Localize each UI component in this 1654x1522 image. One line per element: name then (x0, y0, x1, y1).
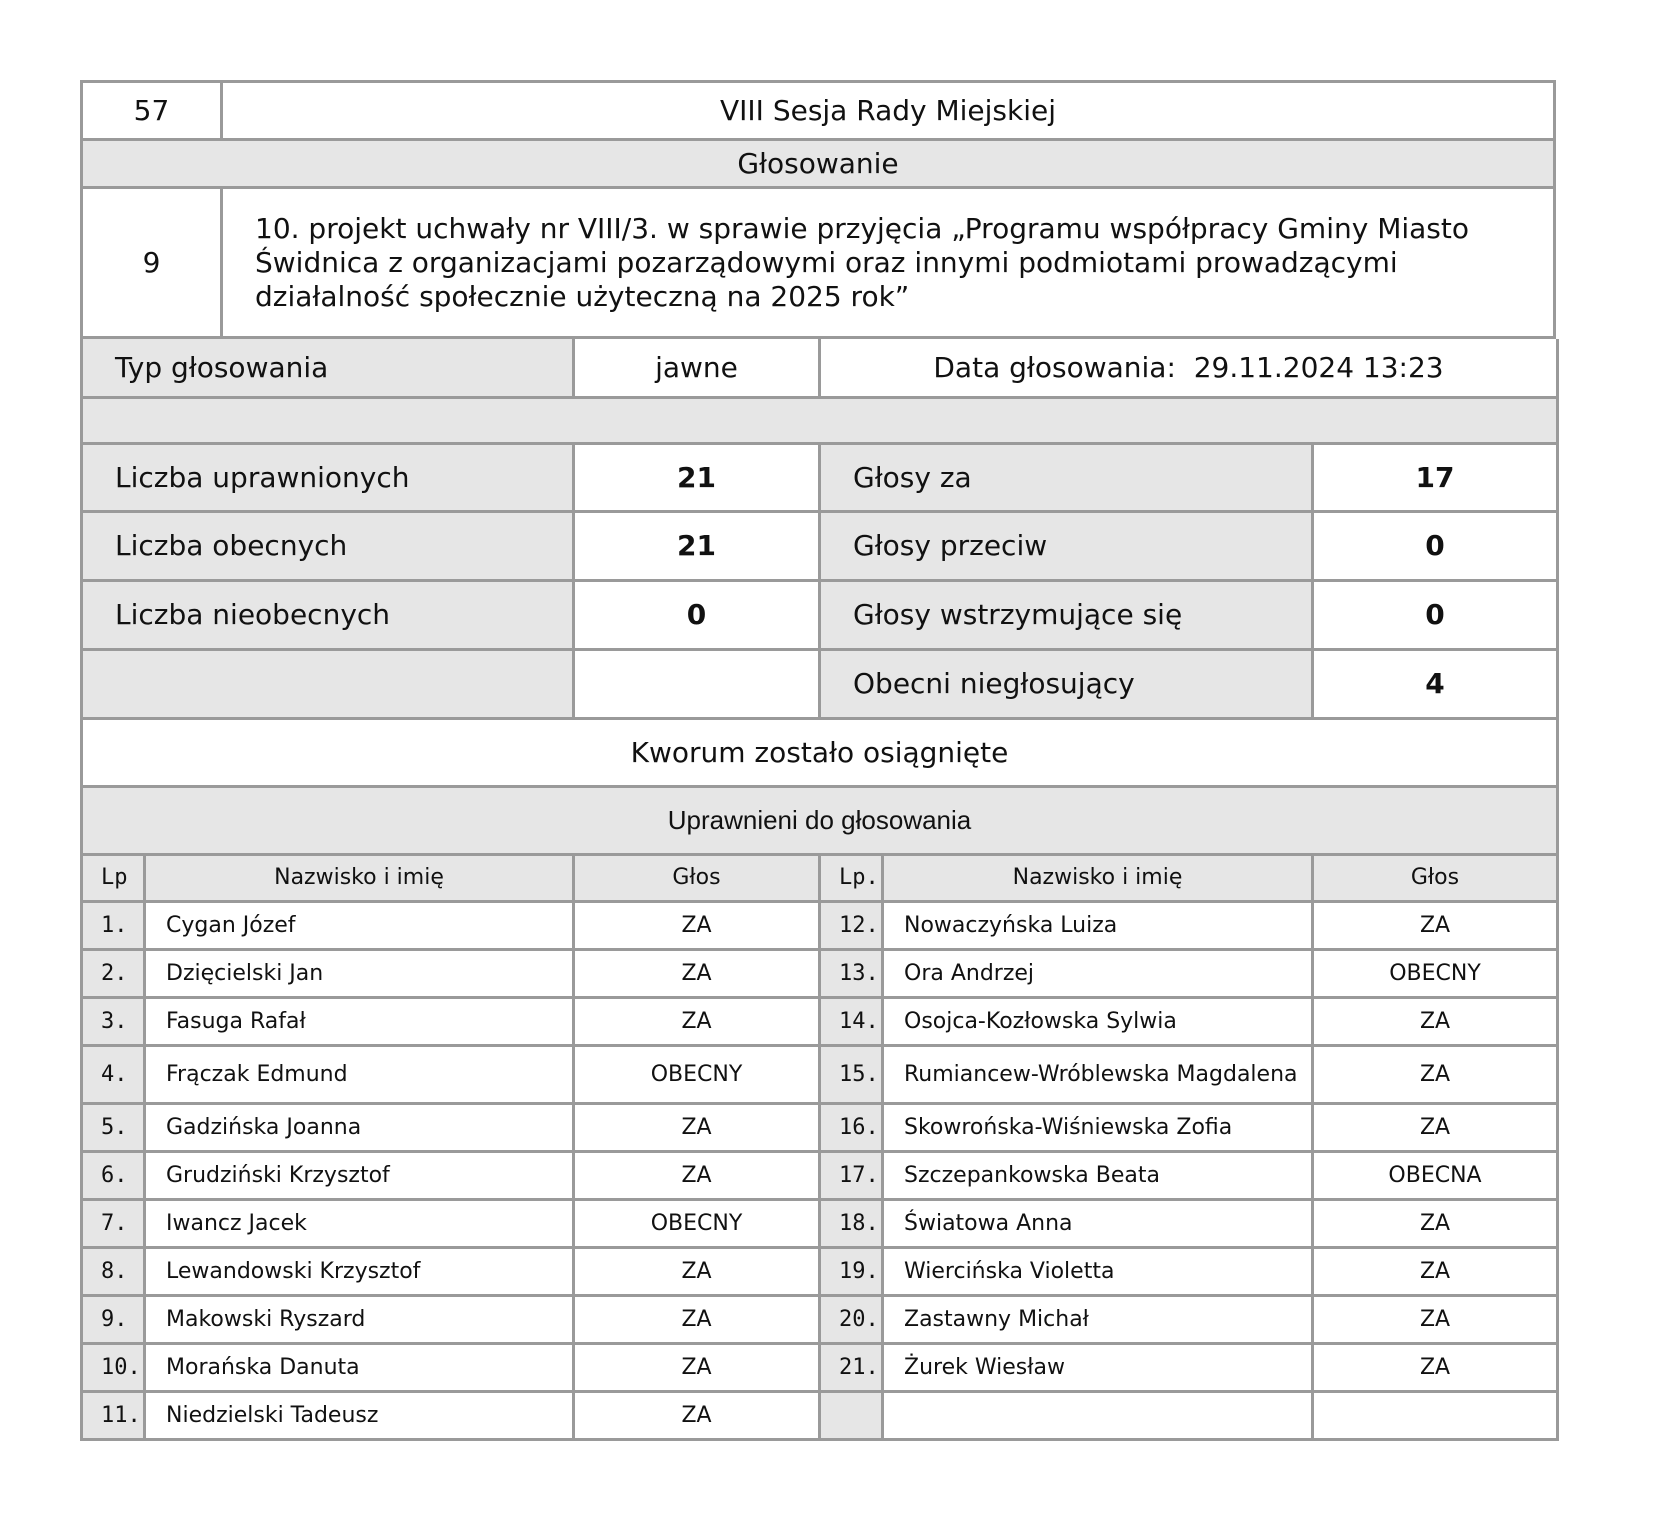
voter-row (82, 1343, 1558, 1391)
voter-lp: 13. (820, 949, 883, 997)
voter-vote: ZA (1313, 1343, 1558, 1391)
voter-name: Gadzińska Joanna (145, 1103, 574, 1151)
voter-vote: ZA (574, 1391, 820, 1439)
voter-name: Fasuga Rafał (145, 997, 574, 1045)
abstain-value: 0 (1313, 580, 1558, 649)
voter-lp: 18. (820, 1199, 883, 1247)
vote-type-label: Typ głosowania (82, 339, 574, 397)
voter-vote: OBECNY (574, 1199, 820, 1247)
vote-type-value: jawne (574, 339, 820, 397)
votes-for-label: Głosy za (820, 443, 1313, 511)
resolution-number: 9 (82, 188, 222, 338)
voter-row (82, 1295, 1558, 1343)
voter-lp (820, 1391, 883, 1439)
session-number: 57 (82, 82, 222, 140)
voter-row (82, 1247, 1558, 1295)
votes-against-label: Głosy przeciw (820, 511, 1313, 580)
voter-name: Osojca-Kozłowska Sylwia (883, 997, 1313, 1045)
voter-row (82, 1103, 1558, 1151)
voter-vote: ZA (1313, 1295, 1558, 1343)
voter-name: Wiercińska Violetta (883, 1247, 1313, 1295)
voter-lp: 6. (82, 1151, 145, 1199)
vote-date-value: 29.11.2024 13:23 (1193, 350, 1444, 384)
voting-report (80, 80, 1556, 1441)
voter-name: Niedzielski Tadeusz (145, 1391, 574, 1439)
vote-date (820, 339, 1558, 397)
voter-vote: ZA (1313, 997, 1558, 1045)
voter-row (82, 1045, 1558, 1103)
voter-name (883, 1391, 1313, 1439)
vote-stats-table (80, 339, 1559, 856)
section-label: Głosowanie (82, 140, 1555, 188)
voter-name: Grudziński Krzysztof (145, 1151, 574, 1199)
voter-name: Dzięcielski Jan (145, 949, 574, 997)
voter-vote: ZA (574, 1247, 820, 1295)
voter-name: Rumiancew-Wróblewska Magdalena (883, 1045, 1313, 1103)
voter-lp: 2. (82, 949, 145, 997)
voter-vote: ZA (1313, 1247, 1558, 1295)
quorum-status: Kworum zostało osiągnięte (82, 718, 1558, 786)
empty-label-cell (82, 649, 574, 718)
voter-vote: ZA (574, 1103, 820, 1151)
voter-name: Lewandowski Krzysztof (145, 1247, 574, 1295)
voter-name: Nowaczyńska Luiza (883, 901, 1313, 949)
voter-name: Morańska Danuta (145, 1343, 574, 1391)
voter-name: Cygan Józef (145, 901, 574, 949)
session-header-table (80, 80, 1556, 339)
voter-lp: 7. (82, 1199, 145, 1247)
voter-lp: 20. (820, 1295, 883, 1343)
voter-lp: 8. (82, 1247, 145, 1295)
voter-vote: ZA (574, 901, 820, 949)
voters-section-title: Uprawnieni do głosowania (82, 786, 1558, 854)
present-label: Liczba obecnych (82, 511, 574, 580)
voter-name: Światowa Anna (883, 1199, 1313, 1247)
votes-for-value: 17 (1313, 443, 1558, 511)
voter-lp: 1. (82, 901, 145, 949)
absent-value: 0 (574, 580, 820, 649)
voter-lp: 9. (82, 1295, 145, 1343)
voter-row (82, 1199, 1558, 1247)
voter-vote: ZA (574, 949, 820, 997)
nonvoting-label: Obecni niegłosujący (820, 649, 1313, 718)
voter-vote: ZA (1313, 901, 1558, 949)
col-vote-right: Głos (1313, 856, 1558, 902)
voter-vote: ZA (574, 997, 820, 1045)
voter-row (82, 949, 1558, 997)
voter-name: Szczepankowska Beata (883, 1151, 1313, 1199)
voter-name: Skowrońska-Wiśniewska Zofia (883, 1103, 1313, 1151)
voter-lp: 3. (82, 997, 145, 1045)
voter-name: Zastawny Michał (883, 1295, 1313, 1343)
voter-lp: 19. (820, 1247, 883, 1295)
voter-row (82, 1151, 1558, 1199)
voter-lp: 14. (820, 997, 883, 1045)
absent-label: Liczba nieobecnych (82, 580, 574, 649)
voter-vote: ZA (1313, 1199, 1558, 1247)
voter-lp: 15. (820, 1045, 883, 1103)
session-title: VIII Sesja Rady Miejskiej (222, 82, 1555, 140)
votes-against-value: 0 (1313, 511, 1558, 580)
voter-name: Makowski Ryszard (145, 1295, 574, 1343)
voter-vote: ZA (574, 1295, 820, 1343)
col-name-left: Nazwisko i imię (145, 856, 574, 902)
voter-lp: 5. (82, 1103, 145, 1151)
voters-table (80, 856, 1559, 1441)
voter-vote (1313, 1391, 1558, 1439)
col-vote-left: Głos (574, 856, 820, 902)
empty-value-cell (574, 649, 820, 718)
voter-row (82, 997, 1558, 1045)
voter-name: Iwancz Jacek (145, 1199, 574, 1247)
voter-vote: OBECNY (574, 1045, 820, 1103)
voter-lp: 11. (82, 1391, 145, 1439)
spacer-row (82, 397, 1558, 443)
eligible-value: 21 (574, 443, 820, 511)
voter-lp: 16. (820, 1103, 883, 1151)
voter-lp: 17. (820, 1151, 883, 1199)
col-lp-right: Lp. (820, 856, 883, 902)
voter-lp: 12. (820, 901, 883, 949)
voter-vote: ZA (574, 1151, 820, 1199)
voter-vote: ZA (574, 1343, 820, 1391)
voter-row (82, 1391, 1558, 1439)
voter-lp: 10. (82, 1343, 145, 1391)
vote-date-label: Data głosowania: (933, 350, 1176, 384)
nonvoting-value: 4 (1313, 649, 1558, 718)
abstain-label: Głosy wstrzymujące się (820, 580, 1313, 649)
present-value: 21 (574, 511, 820, 580)
voter-lp: 21. (820, 1343, 883, 1391)
col-lp-left: Lp (82, 856, 145, 902)
voter-row (82, 901, 1558, 949)
voter-vote: OBECNA (1313, 1151, 1558, 1199)
voter-lp: 4. (82, 1045, 145, 1103)
voter-vote: ZA (1313, 1103, 1558, 1151)
voter-name: Frączak Edmund (145, 1045, 574, 1103)
voter-name: Żurek Wiesław (883, 1343, 1313, 1391)
voter-vote: ZA (1313, 1045, 1558, 1103)
voter-vote: OBECNY (1313, 949, 1558, 997)
voter-name: Ora Andrzej (883, 949, 1313, 997)
col-name-right: Nazwisko i imię (883, 856, 1313, 902)
resolution-title: 10. projekt uchwały nr VIII/3. w sprawie przyjęcia „Programu współpracy Gminy Miasto Świdnica z organizacjami pozarządowymi oraz innymi podmiotami prowadzącymi działalność społecznie użyteczną na 2025 rok” (222, 188, 1555, 338)
eligible-label: Liczba uprawnionych (82, 443, 574, 511)
